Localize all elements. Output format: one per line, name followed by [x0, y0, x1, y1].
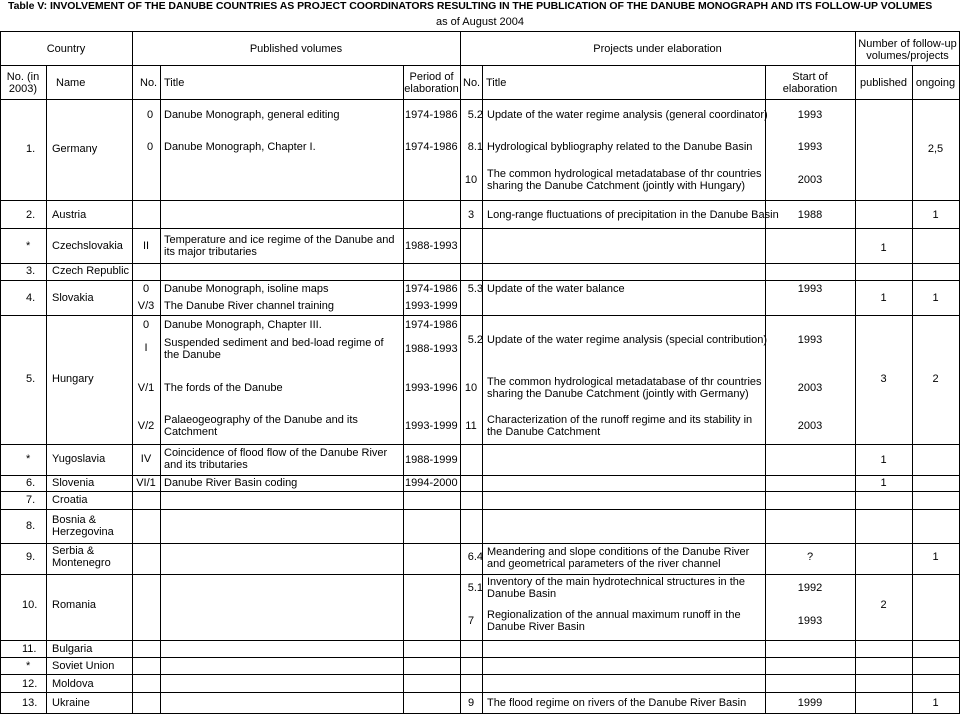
country-no: 4.: [26, 292, 36, 304]
country-no: 8.: [26, 520, 36, 532]
header-name: Name: [56, 77, 86, 89]
project-title: Meandering and slope conditions of the Danube River and geometrical parameters of the river channel: [487, 546, 750, 570]
published-count: 1: [932, 209, 939, 221]
volume-no: 0: [147, 109, 154, 121]
table-border-bottom: [0, 713, 960, 714]
row-divider: [0, 674, 960, 675]
header-volume-title: Title: [164, 77, 185, 89]
col-divider: [46, 65, 47, 713]
row-divider: [0, 543, 960, 544]
volume-period: 1974-1986: [405, 283, 458, 295]
volume-title: Coincidence of flood flow of the Danube River and its tributaries: [164, 447, 388, 471]
volume-title: Danube Monograph, general editing: [164, 109, 340, 121]
row-divider: [0, 228, 960, 229]
project-no: 3: [467, 209, 475, 221]
project-start: 1993: [797, 109, 823, 121]
project-no: 8.1: [467, 141, 483, 153]
volume-title: The Danube River channel training: [164, 300, 334, 312]
row-divider: [0, 692, 960, 693]
project-start: 2003: [797, 174, 823, 186]
country-no: 2.: [26, 209, 36, 221]
project-title: Regionalization of the annual maximum runoff in the Danube River Basin: [487, 609, 741, 633]
volume-period: 1988-1993: [405, 343, 458, 355]
row-divider: [0, 657, 960, 658]
country-no: *: [26, 660, 31, 672]
project-start: 2003: [797, 420, 823, 432]
project-no: 11: [465, 420, 477, 432]
row-divider: [0, 574, 960, 575]
project-start: ?: [806, 551, 814, 563]
table-border-left: [0, 31, 1, 713]
volume-title: Danube Monograph, isoline maps: [164, 283, 329, 295]
project-no: 10: [464, 382, 478, 394]
header-project-no: No.: [463, 77, 481, 89]
row-divider: [0, 475, 960, 476]
country-no: 7.: [26, 494, 36, 506]
col-divider: [132, 31, 133, 713]
published-count: 2,5: [927, 143, 944, 155]
country-no: 13.: [22, 697, 38, 709]
country-name: Romania: [52, 599, 97, 611]
project-start: 1993: [797, 615, 823, 627]
row-divider: [0, 509, 960, 510]
project-no: 7: [467, 615, 475, 627]
col-divider: [160, 65, 161, 713]
volume-no: V/3: [137, 300, 155, 312]
volume-no: 0: [147, 141, 154, 153]
project-start: 1993: [797, 334, 823, 346]
header-ongoing: ongoing: [915, 77, 956, 89]
col-divider: [403, 65, 404, 713]
country-no: 9.: [26, 551, 36, 563]
header-bottom: [0, 99, 960, 100]
country-name: Moldova: [52, 678, 94, 690]
project-title: Characterization of the runoff regime and its stability in the Danube Catchment: [487, 414, 753, 438]
volume-period: 1974-1986: [405, 319, 458, 331]
volume-title: Suspended sediment and bed-load regime of the Danube: [164, 337, 384, 361]
volume-period: 1994-2000: [405, 477, 458, 489]
project-no: 5.2: [467, 109, 483, 121]
project-title: Inventory of the main hydrotechnical structures in the Danube Basin: [487, 576, 746, 600]
country-no: *: [26, 240, 31, 252]
volume-period: 1993-1999: [405, 300, 458, 312]
project-no: 5.1: [467, 582, 483, 594]
country-no: 10.: [22, 599, 38, 611]
country-name: Bosnia & Herzegovina: [52, 514, 114, 538]
volume-no: VI/1: [136, 477, 156, 489]
published-count: 1: [880, 454, 887, 466]
ongoing-count: 1: [932, 292, 939, 304]
project-no: 6.4: [467, 551, 483, 563]
col-divider: [460, 31, 461, 713]
project-title: The common hydrological metadatabase of thr countries sharing the Danube Catchment (jointly with Hungary): [487, 168, 762, 192]
volume-title: Danube River Basin coding: [164, 477, 298, 489]
volume-period: 1988-1993: [405, 240, 458, 252]
country-no: 12.: [22, 678, 38, 690]
row-divider: [0, 200, 960, 201]
header-followup: Number of follow-up volumes/projects: [858, 38, 957, 62]
country-name: Soviet Union: [52, 660, 115, 672]
volume-title: Palaeogeography of the Danube and its Catchment: [164, 414, 358, 438]
volume-period: 1974-1986: [405, 109, 458, 121]
country-no: 11.: [22, 643, 37, 655]
country-name: Slovakia: [52, 292, 94, 304]
header-start: Start of elaboration: [782, 71, 838, 95]
project-title: Update of the water regime analysis (general coordinator): [487, 109, 768, 121]
header-project-title: Title: [486, 77, 507, 89]
as-of-date: as of August 2004: [435, 16, 525, 28]
country-name: Germany: [52, 143, 98, 155]
table-border-top: [0, 31, 960, 32]
project-start: 1993: [797, 141, 823, 153]
project-title: The common hydrological metadatabase of thr countries sharing the Danube Catchment (jointly with Germany): [487, 376, 762, 400]
country-name: Czech Republic: [52, 265, 130, 277]
country-no: *: [26, 453, 31, 465]
project-start: 1999: [797, 697, 823, 709]
ongoing-count: 2: [932, 373, 939, 385]
country-name: Bulgaria: [52, 643, 93, 655]
volume-title: Temperature and ice regime of the Danube and its major tributaries: [164, 234, 395, 258]
volume-no: I: [144, 342, 148, 354]
country-no: 5.: [26, 373, 36, 385]
row-divider: [0, 491, 960, 492]
project-no: 5.2: [467, 334, 483, 346]
header-published: published: [859, 77, 908, 89]
volume-period: 1988-1999: [405, 454, 458, 466]
row-divider: [0, 263, 960, 264]
project-title: Hydrological bybliography related to the Danube Basin: [487, 141, 753, 153]
volume-title: Danube Monograph, Chapter I.: [164, 141, 316, 153]
volume-period: 1974-1986: [405, 141, 458, 153]
project-start: 1993: [797, 283, 823, 295]
table-title: Table V: INVOLVEMENT OF THE DANUBE COUNTRIES AS PROJECT COORDINATORS RESULTING IN THE PUBLICATION OF THE DANUBE MONOGRAPH AND ITS FOLLOW-UP VOLUMES: [8, 0, 933, 12]
header-divider: [0, 65, 960, 66]
row-divider: [0, 315, 960, 316]
volume-no: II: [142, 240, 150, 252]
project-title: Update of the water regime analysis (special contribution): [487, 334, 768, 346]
project-title: Long-range fluctuations of precipitation in the Danube Basin: [487, 209, 779, 221]
volume-period: 1993-1999: [405, 420, 458, 432]
header-period: Period of elaboration: [404, 71, 459, 95]
country-name: Croatia: [52, 494, 88, 506]
volume-no: 0: [142, 319, 150, 331]
published-count: 1: [880, 242, 887, 254]
volume-no: V/1: [137, 382, 155, 394]
volume-no: IV: [140, 453, 152, 465]
project-no: 5.3: [467, 283, 483, 295]
header-projects: Projects under elaboration: [593, 43, 722, 55]
project-start: 1992: [797, 582, 823, 594]
published-count: 3: [880, 373, 887, 385]
header-published-volumes: Published volumes: [249, 43, 343, 55]
country-name: Serbia & Montenegro: [52, 545, 111, 569]
country-name: Yugoslavia: [52, 453, 106, 465]
project-start: 2003: [797, 382, 823, 394]
project-no: 9: [467, 697, 475, 709]
row-divider: [0, 444, 960, 445]
volume-title: Danube Monograph, Chapter III.: [164, 319, 322, 331]
row-divider: [0, 280, 960, 281]
volume-no: V/2: [137, 420, 155, 432]
header-no-2003: No. (in 2003): [6, 71, 40, 95]
col-divider: [482, 65, 483, 713]
project-title: Update of the water balance: [487, 283, 625, 295]
header-volume-no: No.: [140, 77, 158, 89]
project-no: 10: [464, 174, 478, 186]
row-divider: [0, 640, 960, 641]
project-start: 1988: [797, 209, 823, 221]
volume-title: The fords of the Danube: [164, 382, 283, 394]
country-name: Ukraine: [52, 697, 90, 709]
published-count: 1: [880, 477, 887, 489]
country-name: Austria: [52, 209, 87, 221]
volume-period: 1993-1996: [405, 382, 458, 394]
project-title: The flood regime on rivers of the Danube River Basin: [487, 697, 747, 709]
header-country: Country: [46, 43, 86, 55]
country-no: 6.: [26, 477, 36, 489]
published-count: 1: [932, 551, 939, 563]
country-name: Slovenia: [52, 477, 95, 489]
published-count: 1: [932, 697, 939, 709]
country-no: 1.: [26, 143, 36, 155]
country-name: Hungary: [52, 373, 94, 385]
country-name: Czechslovakia: [52, 240, 123, 252]
country-no: 3.: [26, 265, 36, 277]
published-count: 2: [880, 599, 887, 611]
published-count: 1: [880, 292, 887, 304]
col-divider: [912, 65, 913, 713]
volume-no: 0: [142, 283, 150, 295]
